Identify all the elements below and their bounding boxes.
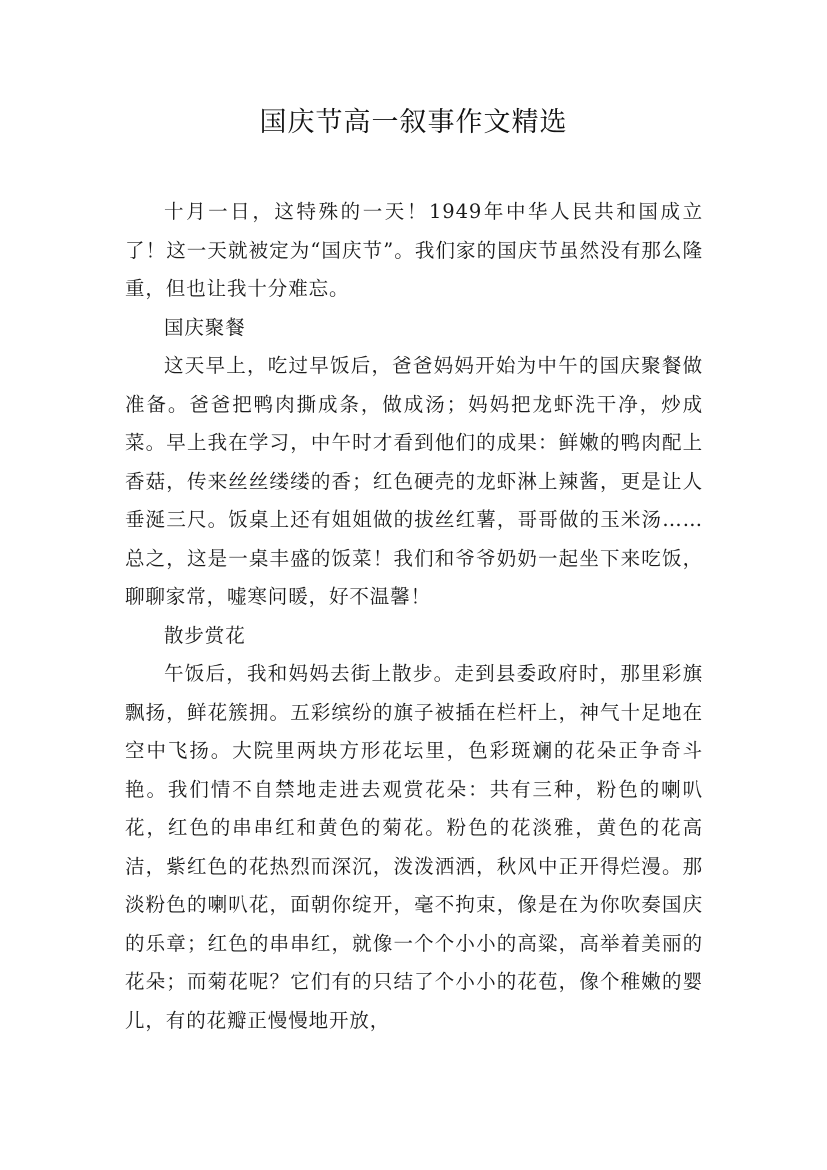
section-heading-national-day-dinner: 国庆聚餐	[164, 315, 246, 339]
walk-paragraph: 午饭后，我和妈妈去街上散步。走到县委政府时，那里彩旗飘扬，鲜花簇拥。五彩缤纷的旗子被插在栏杆上，神气十足地在空中飞扬。大院里两块方形花坛里，色彩斑斓的花朵正争奇斗艳。我们情不自禁地走进去观赏花朵：共有三种，粉色的喇叭花，红色的串串红和黄色的菊花。粉色的花淡雅，黄色的花高洁，紫红色的花热烈而深沉，泼泼洒洒，秋风中正开得烂漫。那淡粉色的喇叭花，面朝你绽开，毫不拘束，像是在为你吹奏国庆的乐章；红色的串串红，就像一个个小小的高粱，高举着美丽的花朵；而菊花呢？它们有的只结了个小小的花苞，像个稚嫩的婴儿，有的花瓣正慢慢地开放，	[125, 662, 703, 1032]
dinner-paragraph: 这天早上，吃过早饭后，爸爸妈妈开始为中午的国庆聚餐做准备。爸爸把鸭肉撕成条，做成汤；妈妈把龙虾洗干净，炒成菜。早上我在学习，中午时才看到他们的成果：鲜嫩的鸭肉配上香菇，传来丝丝缕缕的香；红色硬壳的龙虾淋上辣酱，更是让人垂涎三尺。饭桌上还有姐姐做的拔丝红薯，哥哥做的玉米汤……总之，这是一桌丰盛的饭菜！我们和爷爷奶奶一起坐下来吃饭，聊聊家常，嘘寒问暖，好不温馨！	[125, 354, 703, 608]
intro-paragraph: 十月一日，这特殊的一天！1949年中华人民共和国成立了！这一天就被定为“国庆节”。我们家的国庆节虽然没有那么隆重，但也让我十分难忘。	[125, 200, 703, 300]
section-heading-walk-and-flowers: 散步赏花	[164, 623, 246, 647]
document-title: 国庆节高一叙事作文精选	[259, 107, 568, 138]
document-body	[125, 193, 703, 1040]
